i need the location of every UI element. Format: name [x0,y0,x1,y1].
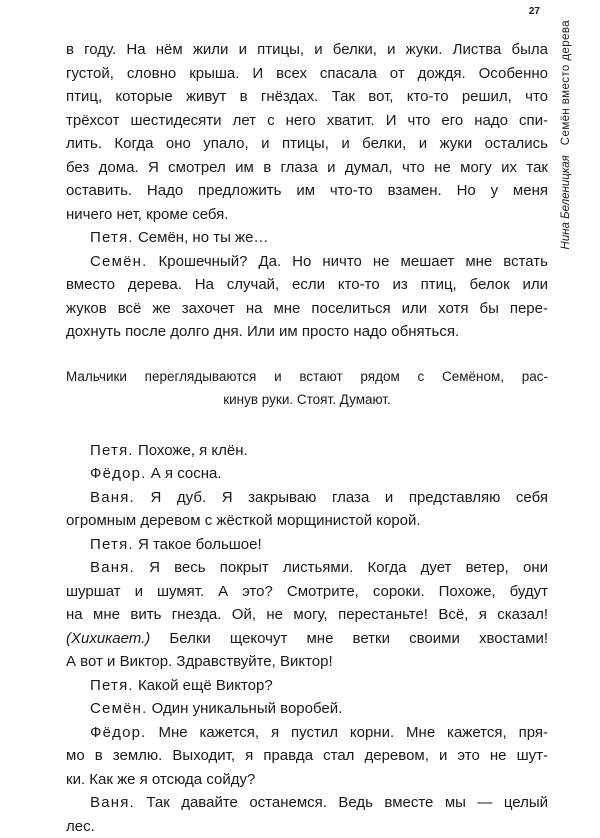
paragraph-semen-speech [66,38,548,226]
text-line [66,627,548,651]
text-line: Мальчики переглядываются и встают рядом с Семёном, рас- [66,365,548,389]
dialogue-line [66,462,548,486]
speaker-name: Ваня. [90,489,135,506]
text-line: густой, словно крыша. И всех спасала от дождя. Особенно [66,62,548,86]
dialogue-line [66,250,548,274]
dialogue-text: Белки щекочут мне ветки своими хвостами! [150,630,548,647]
text-line: жуков всё же захочет на мне поселиться или хотя бы пере- [66,297,548,321]
text-line: дохнуть после долго дня. Или им просто надо обняться. [66,320,548,344]
text-line: кинув руки. Стоят. Думают. [66,388,548,412]
dialogue-text: Один уникальный воробей. [152,700,343,717]
text-line: ничего нет, кроме себя. [66,203,548,227]
dialogue-block [66,250,548,344]
speaker-name: Ваня. [90,559,135,576]
text-line: вместо дерева. На случай, если кто-то из птиц, белок или [66,273,548,297]
dialogue-text: Крошечный? Да. Но ничто не мешает мне встать [159,253,548,270]
dialogue-line [66,674,548,698]
speaker-name: Семён. [90,700,147,717]
dialogue-text: Так давайте останемся. Ведь вместе мы — целый [146,794,548,811]
text-line: без дома. Я смотрел им в глаза и думал, что не могу их так [66,156,548,180]
running-header-title: Семён вместо дерева [560,20,572,145]
text-line: шуршат и шумят. А это? Смотрите, сороки. Похоже, будут [66,580,548,604]
text-line: оставить. Надо предложить им что-то взамен. Но у меня [66,179,548,203]
dialogue-line [66,226,548,250]
text-line: А вот и Виктор. Здравствуйте, Виктор! [66,650,548,674]
dialogue-text: Я такое большое! [138,536,262,553]
dialogue-text: Какой ещё Виктор? [138,677,273,694]
dialogue-line [66,697,548,721]
speaker-name: Петя. [90,677,134,694]
dialogue-block [66,721,548,792]
speaker-name: Ваня. [90,794,135,811]
running-header [551,20,581,250]
text-line: на мне вить гнезда. Ой, не могу, перестаньте! Всё, я сказал! [66,603,548,627]
dialogue-line [66,721,548,745]
text-line: огромным деревом с жёсткой морщинистой корой. [66,509,548,533]
speaker-name: Петя. [90,442,134,459]
dialogue-text: Мне кажется, я пустил корни. Мне кажется, пря- [158,724,548,741]
dialogue-text: Семён, но ты же… [138,229,268,246]
dialogue-block [66,486,548,533]
text-line: птиц, которые живут в гнёздах. Так вот, кто-то решил, что [66,85,548,109]
speaker-name: Фёдор. [90,724,147,741]
play-text [66,38,548,838]
speaker-name: Семён. [90,253,147,270]
dialogue-line [66,486,548,510]
dialogue-line [66,533,548,557]
dialogue-text: А я сосна. [151,465,222,482]
speaker-name: Петя. [90,536,134,553]
speaker-name: Петя. [90,229,134,246]
text-line: в году. На нём жили и птицы, и белки, и жуки. Листва была [66,38,548,62]
dialogue-line [66,439,548,463]
dialogue-text: Я дуб. Я закрываю глаза и представляю себя [151,489,548,506]
dialogue-text: Похоже, я клён. [138,442,248,459]
stage-remark: (Хихикает.) [66,630,150,647]
dialogue-line [66,556,548,580]
text-line: лить. Когда оно упало, и птицы, и белки, и жуки остались [66,132,548,156]
text-line: мо в землю. Выходит, я правда стал деревом, и это не шут- [66,744,548,768]
text-line: лес. [66,815,548,838]
running-header-author: Нина Беленицкая [560,155,572,249]
page-number: 27 [529,6,540,17]
dialogue-text: Я весь покрыт листьями. Когда дует ветер, они [149,559,548,576]
dialogue-block [66,791,548,838]
stage-direction [66,365,548,412]
dialogue-line [66,791,548,815]
speaker-name: Фёдор. [90,465,147,482]
text-line: трёхсот шестидесяти лет с него хватит. И что его надо спи- [66,109,548,133]
text-line: ки. Как же я отсюда сойду? [66,768,548,792]
dialogue-block [66,556,548,674]
